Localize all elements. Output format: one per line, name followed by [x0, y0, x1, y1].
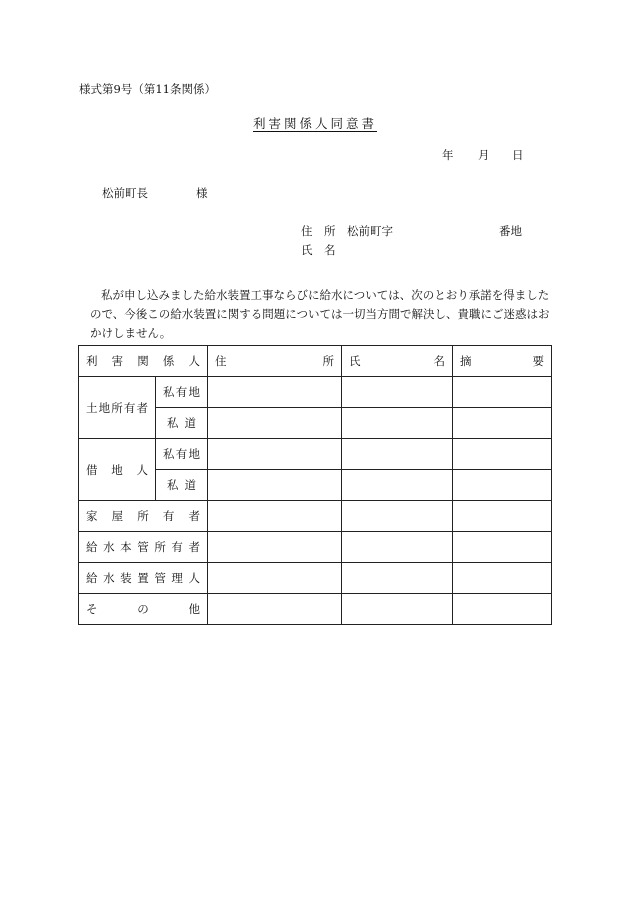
date-year-label: 年	[442, 148, 454, 162]
address-label: 住 所	[301, 224, 336, 238]
lessee-private-land-text: 私 有 地	[163, 447, 200, 461]
landowner-label	[79, 377, 156, 439]
header-remarks	[453, 346, 552, 377]
table-row	[79, 594, 552, 625]
cell-address[interactable]	[208, 408, 342, 439]
address-value: 松前町字	[347, 224, 393, 238]
cell-remarks[interactable]	[453, 563, 552, 594]
table-row	[79, 501, 552, 532]
landowner-private-land-text: 私 有 地	[163, 385, 200, 399]
table-row	[79, 563, 552, 594]
lessee-private-land	[156, 439, 208, 470]
other-label	[79, 594, 208, 625]
header-address-text: 住 所	[215, 354, 334, 368]
cell-address[interactable]	[208, 563, 342, 594]
cell-name[interactable]	[342, 470, 453, 501]
date-month-label: 月	[478, 148, 490, 162]
document-title	[0, 114, 630, 132]
cell-address[interactable]	[208, 470, 342, 501]
landowner-private-land	[156, 377, 208, 408]
lessee-label	[79, 439, 156, 501]
cell-name[interactable]	[342, 532, 453, 563]
equipment-manager-label-text: 給 水 装 置 管 理 人	[86, 571, 200, 585]
landowner-private-road-text: 私 道	[167, 416, 196, 430]
header-name	[342, 346, 453, 377]
lessee-label-text: 借 地 人	[86, 462, 148, 477]
cell-remarks[interactable]	[453, 532, 552, 563]
cell-name[interactable]	[342, 408, 453, 439]
header-remarks-text: 摘 要	[460, 354, 544, 368]
cell-remarks[interactable]	[453, 501, 552, 532]
main-pipe-owner-label-text: 給 水 本 管 所 有 者	[86, 540, 200, 554]
banchi-label: 番地	[499, 224, 522, 238]
main-pipe-owner-label	[79, 532, 208, 563]
cell-remarks[interactable]	[453, 408, 552, 439]
addressee-honorific: 様	[196, 186, 208, 200]
equipment-manager-label	[79, 563, 208, 594]
landowner-label-text: 土 地 所 有 者	[86, 400, 148, 415]
cell-address[interactable]	[208, 439, 342, 470]
landowner-private-road	[156, 408, 208, 439]
table-row	[79, 439, 552, 470]
header-stakeholder	[79, 346, 208, 377]
cell-name[interactable]	[342, 501, 453, 532]
addressee-name: 松前町長	[102, 186, 148, 200]
cell-name[interactable]	[342, 439, 453, 470]
stakeholder-table	[78, 345, 552, 625]
header-stakeholder-text: 利 害 関 係 人	[86, 354, 200, 368]
cell-name[interactable]	[342, 377, 453, 408]
header-name-text: 氏 名	[349, 354, 445, 368]
lessee-private-road-text: 私 道	[167, 478, 196, 492]
name-label: 氏 名	[301, 243, 336, 257]
cell-remarks[interactable]	[453, 594, 552, 625]
table-row	[79, 377, 552, 408]
cell-name[interactable]	[342, 563, 453, 594]
lessee-private-road	[156, 470, 208, 501]
cell-name[interactable]	[342, 594, 453, 625]
homeowner-label	[79, 501, 208, 532]
cell-remarks[interactable]	[453, 377, 552, 408]
cell-remarks[interactable]	[453, 439, 552, 470]
header-address	[208, 346, 342, 377]
cell-remarks[interactable]	[453, 470, 552, 501]
homeowner-label-text: 家 屋 所 有 者	[86, 509, 200, 523]
table-row	[79, 532, 552, 563]
cell-address[interactable]	[208, 594, 342, 625]
cell-address[interactable]	[208, 377, 342, 408]
other-label-text: そ の 他	[86, 602, 200, 616]
date-day-label: 日	[512, 148, 524, 162]
document-title-text: 利害関係人同意書	[252, 116, 377, 131]
cell-address[interactable]	[208, 501, 342, 532]
cell-address[interactable]	[208, 532, 342, 563]
consent-statement: 私が申し込みました給水装置工事ならびに給水については、次のとおり承諾を得ましたので、今後この給水装置に関する問題については一切当方間で解決し、貴職にご迷惑はおかけしません。	[90, 288, 550, 340]
table-header-row	[79, 346, 552, 377]
form-number: 様式第9号（第11条関係）	[79, 82, 216, 96]
